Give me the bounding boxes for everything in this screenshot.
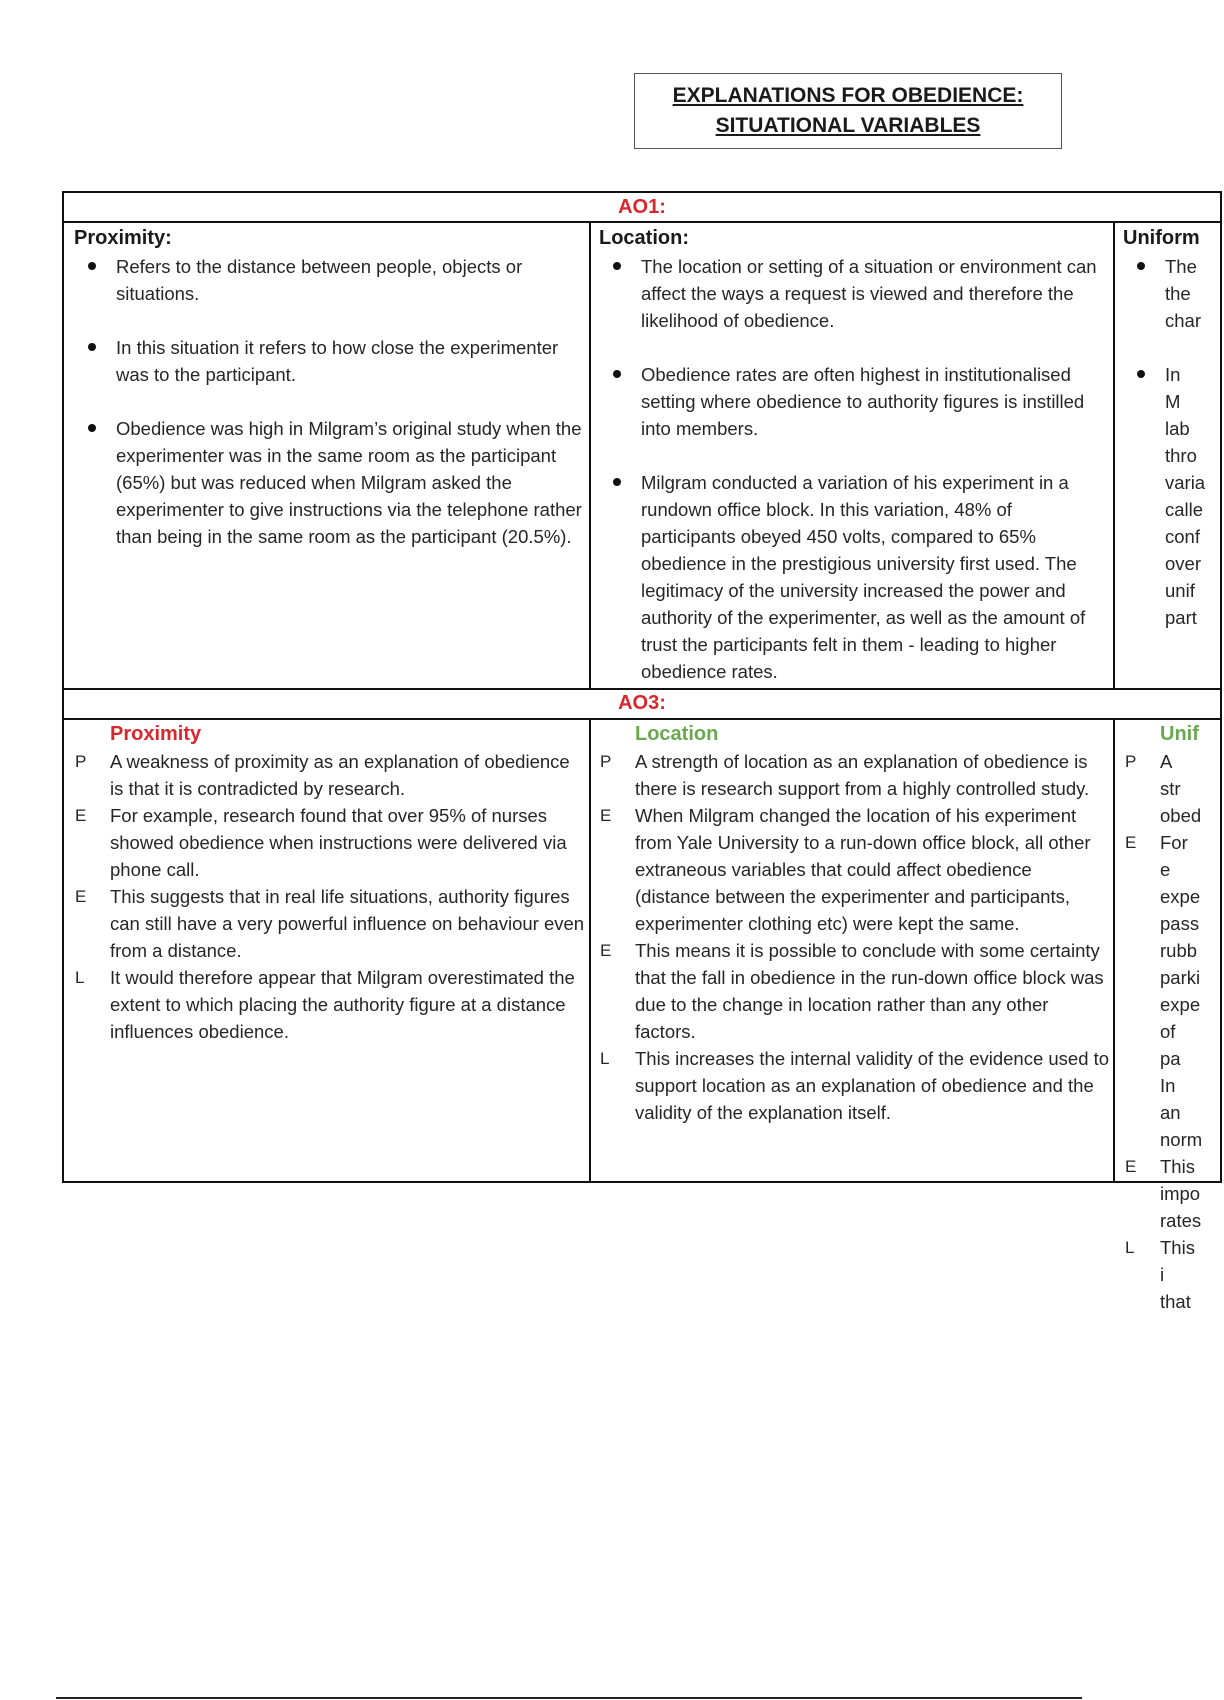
ao1-uniform-cell bbox=[1123, 225, 1206, 687]
footer-rule bbox=[56, 1697, 1082, 1699]
peel-row: L It would therefore appear that Milgram overestimated the extent to which placing the authority figure at a distance influences obedience. bbox=[75, 967, 575, 1042]
ao1-location-title: Location: bbox=[599, 227, 689, 249]
ao3-uniform-cell bbox=[1114, 721, 1224, 1312]
list-item: Obedience was high in Milgram’s original study when the experimenter was in the same room as the participant (65%) but was reduced when Milgram asked the experimenter to give instructions via the telephone rather than being in the same room as the participant (20.5%). bbox=[74, 415, 584, 550]
peel-row: P A strength of location as an explanation of obedience is there is research support from a highly controlled study. bbox=[600, 751, 1090, 799]
bullet-icon bbox=[88, 343, 96, 351]
peel-row: L This increases the internal validity of the evidence used to support location as an explanation of obedience and the validity of the explanation itself. bbox=[600, 1048, 1110, 1123]
ao1-uniform-title: Uniform bbox=[1123, 227, 1200, 249]
ao1-location-cell bbox=[599, 225, 1109, 687]
title-line-1: EXPLANATIONS FOR OBEDIENCE: bbox=[672, 84, 1024, 107]
peel-row: E For example, research found that over 95% of nurses showed obedience when instructions were delivered via phone call. bbox=[75, 805, 567, 880]
list-item: Obedience rates are often highest in institutionalised setting where obedience to authority figures is instilled into members. bbox=[599, 361, 1109, 442]
peel-row: E This means it is possible to conclude with some certainty that the fall in obedience in the run-down office block was due to the change in location rather than any other factors. bbox=[600, 940, 1104, 1042]
bullet-icon bbox=[1137, 370, 1145, 378]
ao3-proximity-title: Proximity bbox=[110, 723, 202, 745]
peel-row: E This suggests that in real life situations, authority figures can still have a very powerful influence on behaviour even from a distance. bbox=[75, 886, 585, 961]
title-line-2: SITUATIONAL VARIABLES bbox=[715, 114, 981, 137]
divider bbox=[64, 718, 1220, 720]
peel-row: E This impo rates bbox=[1125, 1156, 1202, 1231]
ao1-proximity-title: Proximity: bbox=[74, 227, 172, 249]
bullet-icon bbox=[613, 370, 621, 378]
document-title-box bbox=[634, 73, 1062, 149]
list-item: In M lab thro varia calle conf over unif part bbox=[1123, 361, 1203, 631]
ao3-location-title: Location bbox=[635, 723, 719, 745]
list-item: The the char bbox=[1123, 253, 1203, 334]
bullet-icon bbox=[1137, 262, 1145, 270]
peel-row: E When Milgram changed the location of his experiment from Yale University to a run-down office block, all other extraneous variables that could affect obedience (distance between the experimenter and participants, experimenter clothing etc) were kept the same. bbox=[600, 805, 1091, 934]
ao1-proximity-cell bbox=[74, 225, 584, 687]
peel-row: P A weakness of proximity as an explanation of obedience is that it is contradicted by research. bbox=[75, 751, 570, 799]
column-divider bbox=[589, 221, 591, 688]
divider bbox=[64, 221, 1220, 223]
peel-row: L This i that bbox=[1125, 1237, 1195, 1312]
peel-row: E For e expe pass rubb parki expe of pa In an norm bbox=[1125, 832, 1203, 1150]
ao3-uniform-title: Unif bbox=[1160, 723, 1199, 745]
list-item: Refers to the distance between people, objects or situations. bbox=[74, 253, 584, 307]
column-divider bbox=[1113, 221, 1115, 688]
ao1-heading: AO1: bbox=[618, 196, 666, 218]
list-item: In this situation it refers to how close the experimenter was to the participant. bbox=[74, 334, 584, 388]
ao3-proximity-cell bbox=[64, 721, 586, 1181]
bullet-icon bbox=[88, 262, 96, 270]
peel-row: P A str obed bbox=[1125, 751, 1202, 826]
ao3-location-cell bbox=[589, 721, 1111, 1181]
bullet-icon bbox=[613, 478, 621, 486]
bullet-icon bbox=[613, 262, 621, 270]
bullet-icon bbox=[88, 424, 96, 432]
notes-table bbox=[62, 191, 1222, 1312]
list-item: Milgram conducted a variation of his experiment in a rundown office block. In this variation, 48% of participants obeyed 450 volts, compared to 65% obedience in the prestigious university first used. The legitimacy of the university increased the power and authority of the experimenter, as well as the amount of trust the participants felt in them - leading to higher obedience rates. bbox=[599, 469, 1109, 685]
list-item: The location or setting of a situation or environment can affect the ways a request is viewed and therefore the likelihood of obedience. bbox=[599, 253, 1109, 334]
ao3-heading: AO3: bbox=[618, 692, 666, 714]
